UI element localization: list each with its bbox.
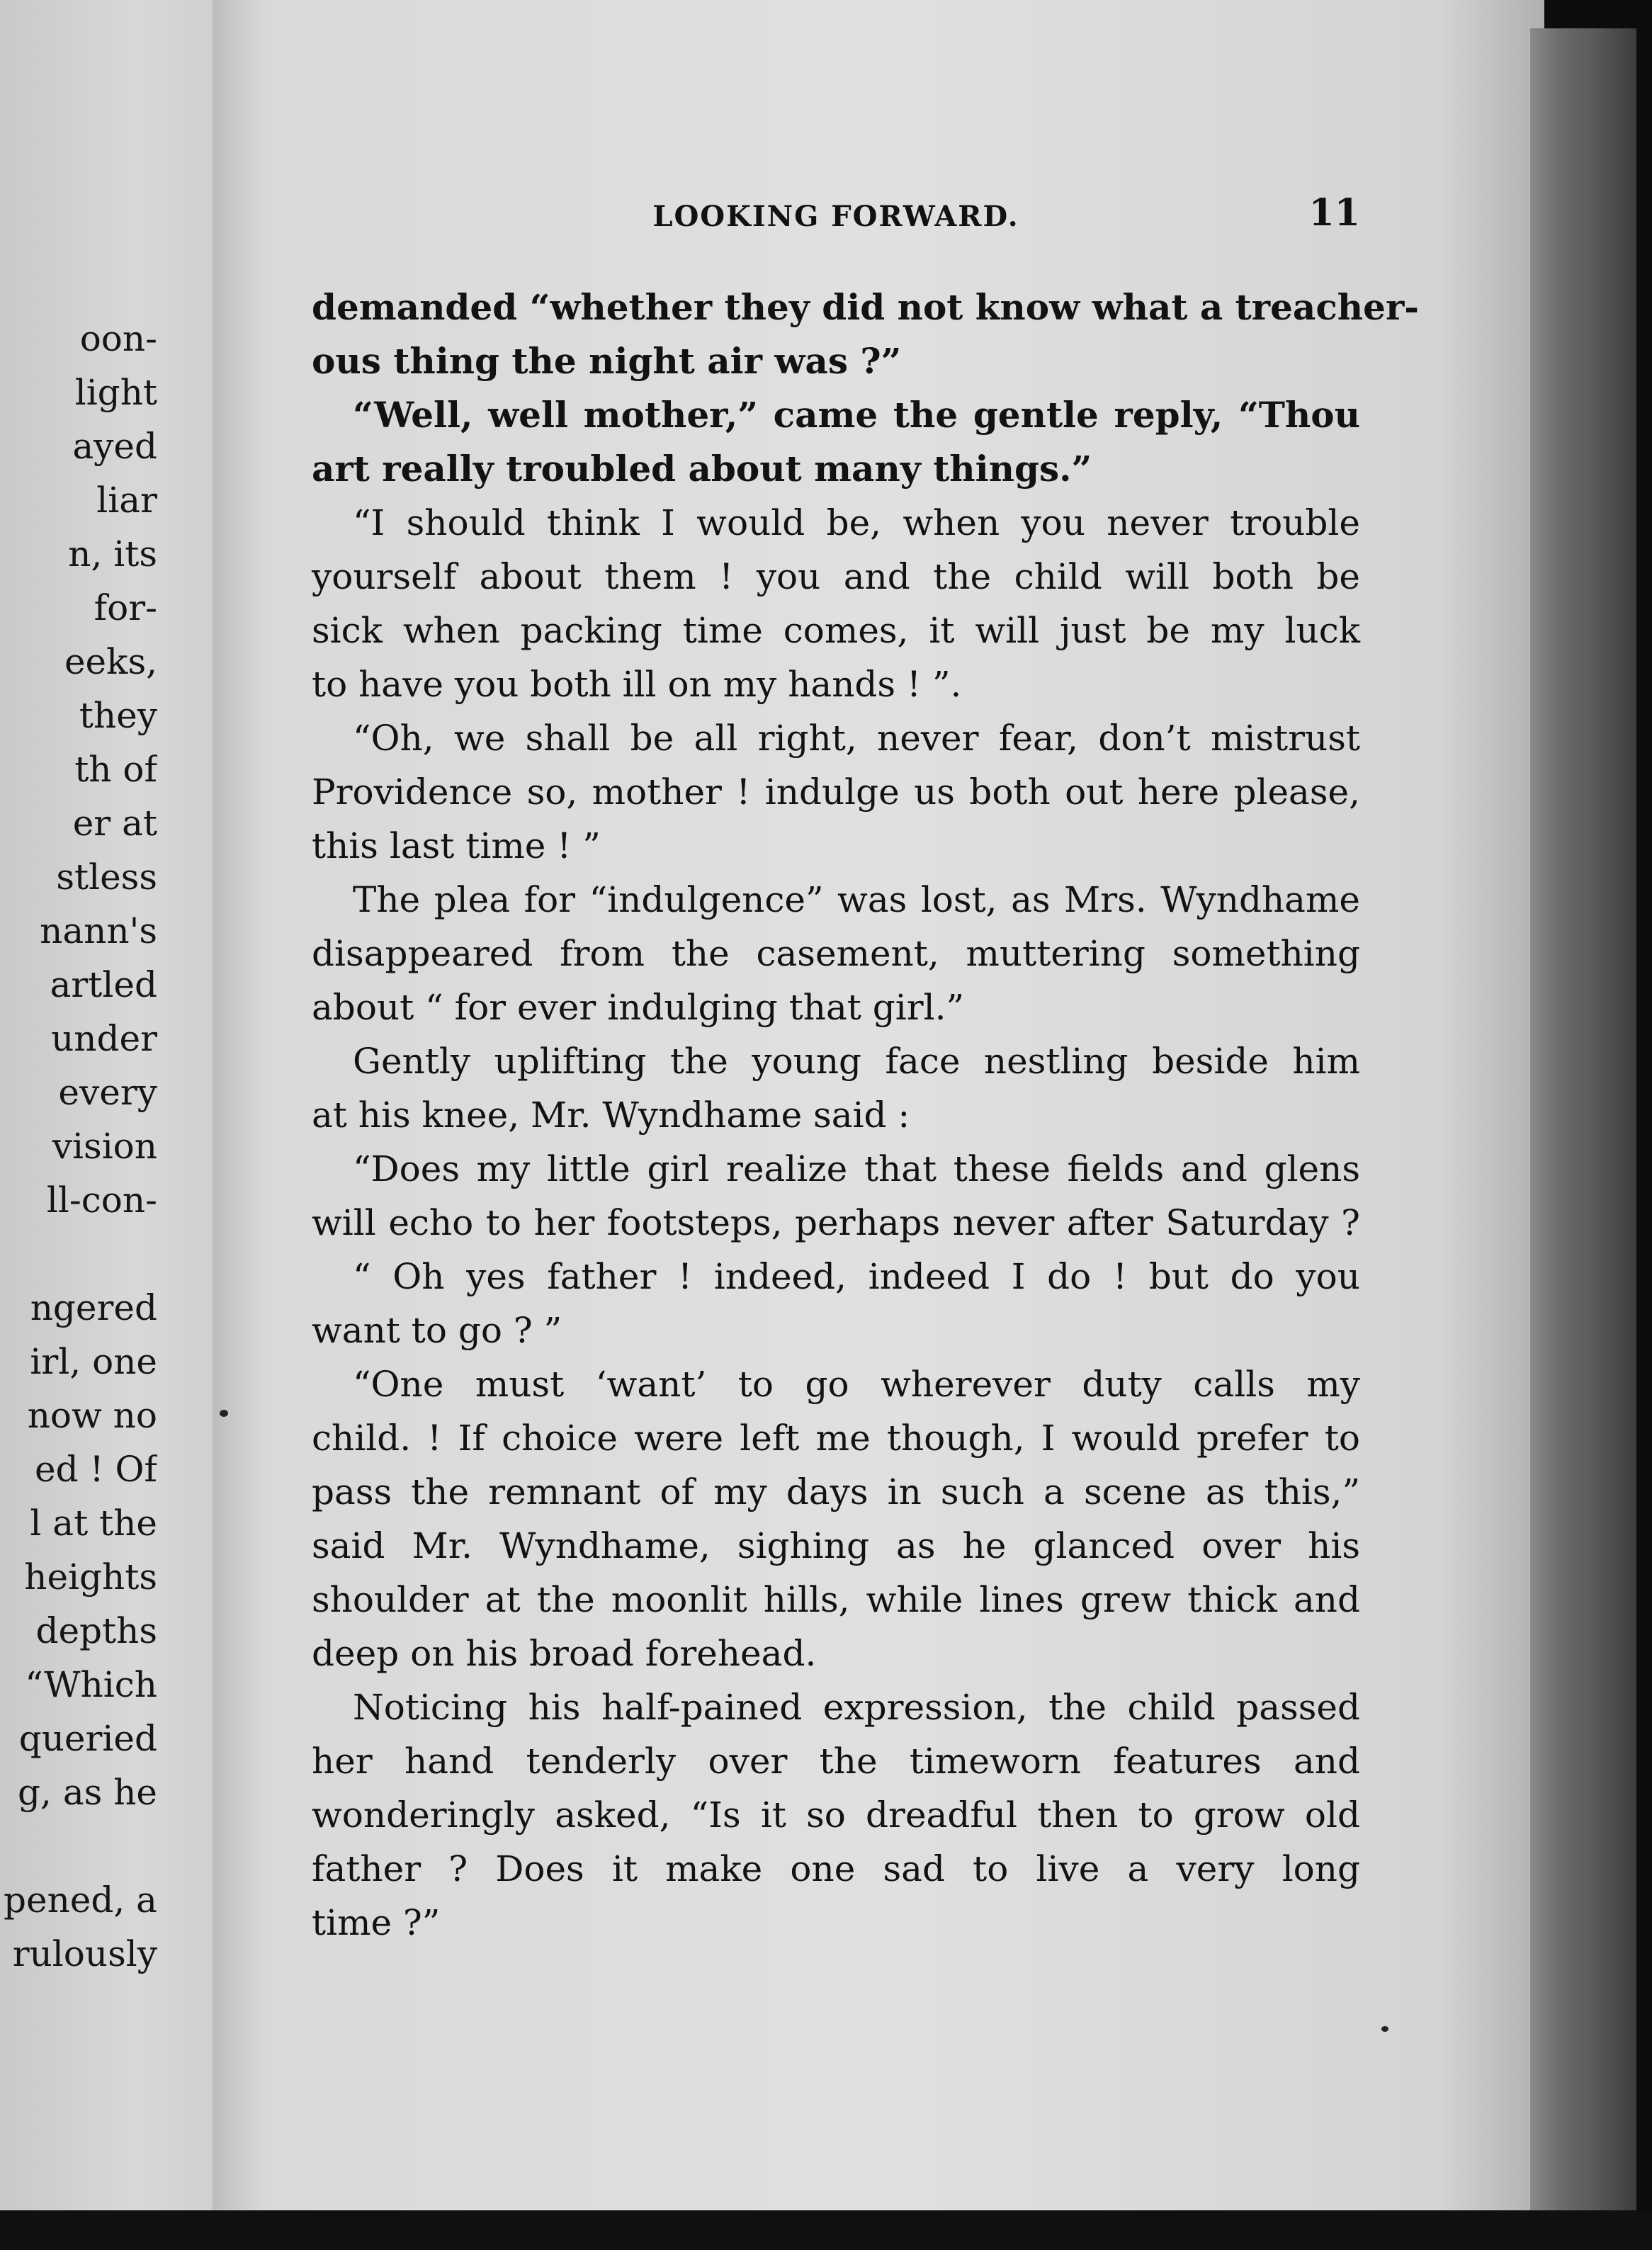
text-line: father ? Does it make one sad to live a very long: [312, 1848, 1360, 1889]
scan-speck: [1381, 2026, 1388, 2032]
text-line: will echo to her footsteps, perhaps never after Saturday ?: [312, 1202, 1360, 1243]
text-line: “Oh, we shall be all right, never fear, don’t mistrust: [353, 718, 1360, 759]
page-number: 11: [1308, 191, 1360, 234]
left-page-line: ayed: [72, 426, 157, 467]
text-line: “Does my little girl realize that these fields and glens: [353, 1148, 1360, 1189]
text-line: art really troubled about many things.”: [312, 448, 1092, 490]
text-line: want to go ? ”: [312, 1310, 562, 1351]
left-page-line: under: [51, 1018, 157, 1059]
text-line: her hand tenderly over the timeworn features and: [312, 1741, 1360, 1782]
text-line: disappeared from the casement, muttering something: [312, 933, 1360, 974]
left-page-fragment: [0, 0, 227, 2210]
left-page-line: pened, a: [4, 1879, 157, 1921]
text-line: “One must ‘want’ to go wherever duty calls my: [353, 1364, 1360, 1405]
left-page-line: liar: [96, 480, 157, 521]
text-line: demanded “whether they did not know what a treacher-: [312, 286, 1420, 328]
left-page-line: they: [79, 695, 157, 736]
page-body-text: [312, 281, 1420, 1950]
left-page-line: th of: [74, 749, 157, 790]
left-page-line: stless: [56, 857, 157, 898]
text-line: deep on his broad forehead.: [312, 1633, 817, 1674]
left-page-line: ngered: [30, 1287, 157, 1328]
left-page-line: ed ! Of: [35, 1449, 157, 1490]
left-page-line: “Which: [25, 1664, 157, 1705]
text-line: child. ! If choice were left me though, I would prefer to: [312, 1418, 1360, 1459]
text-line: “I should think I would be, when you never trouble: [353, 502, 1360, 543]
text-line: to have you both ill on my hands ! ”.: [312, 664, 962, 705]
text-line: wonderingly asked, “Is it so dreadful then to grow old: [312, 1794, 1360, 1836]
left-page-line: heights: [24, 1556, 157, 1598]
text-line: “Well, well mother,” came the gentle reply, “Thou: [353, 394, 1360, 436]
left-page-line: n, its: [68, 533, 157, 575]
text-line: time ?”: [312, 1902, 441, 1943]
left-page-line: [0, 1227, 157, 1281]
running-head: LOOKING FORWARD.: [652, 200, 1019, 233]
left-page-line: l at the: [30, 1503, 157, 1544]
text-line: Providence so, mother ! indulge us both out here please,: [312, 771, 1360, 813]
left-page-line: for-: [94, 587, 157, 628]
text-line: about “ for ever indulging that girl.”: [312, 987, 965, 1028]
text-line: Gently uplifting the young face nestling beside him: [353, 1041, 1360, 1082]
text-line: pass the remnant of my days in such a scene as this,”: [312, 1471, 1360, 1513]
text-line: this last time ! ”: [312, 825, 601, 866]
left-page-line: [0, 1819, 157, 1873]
text-line: shoulder at the moonlit hills, while lines grew thick and: [312, 1579, 1360, 1620]
text-line: at his knee, Mr. Wyndhame said :: [312, 1095, 910, 1136]
text-line: yourself about them ! you and the child will both be: [312, 556, 1360, 597]
left-page-line: artled: [50, 964, 157, 1005]
left-page-line: every: [58, 1072, 157, 1113]
left-page-line: ll-con-: [46, 1180, 157, 1221]
left-page-line: light: [74, 372, 157, 413]
text-line: “ Oh yes father ! indeed, indeed I do ! but do you: [353, 1256, 1360, 1297]
page-edge-shadow: [1530, 28, 1636, 2210]
page-header: [312, 191, 1360, 248]
left-page-line: vision: [52, 1126, 157, 1167]
left-page-line: g, as he: [18, 1772, 157, 1813]
text-line: sick when packing time comes, it will just be my luck: [312, 610, 1360, 651]
left-page-line: nann's: [40, 910, 157, 951]
left-page-line: er at: [72, 803, 157, 844]
left-page-line: queried: [18, 1718, 157, 1759]
scan-bottom-border: [0, 2210, 1652, 2250]
left-page-line: now no: [27, 1395, 157, 1436]
text-line: The plea for “indulgence” was lost, as Mrs. Wyndhame: [353, 879, 1360, 920]
left-page-line: depths: [35, 1610, 157, 1651]
left-page-text: [0, 312, 157, 1981]
left-page-line: irl, one: [30, 1341, 157, 1382]
left-page-line: oon-: [79, 318, 157, 359]
left-page-line: eeks,: [64, 641, 157, 682]
scan-speck: [220, 1410, 228, 1417]
text-line: Noticing his half-pained expression, the child passed: [353, 1687, 1360, 1728]
text-line: said Mr. Wyndhame, sighing as he glanced over his: [312, 1525, 1360, 1566]
text-line: ous thing the night air was ?”: [312, 340, 902, 382]
left-page-line: rulously: [12, 1933, 157, 1974]
